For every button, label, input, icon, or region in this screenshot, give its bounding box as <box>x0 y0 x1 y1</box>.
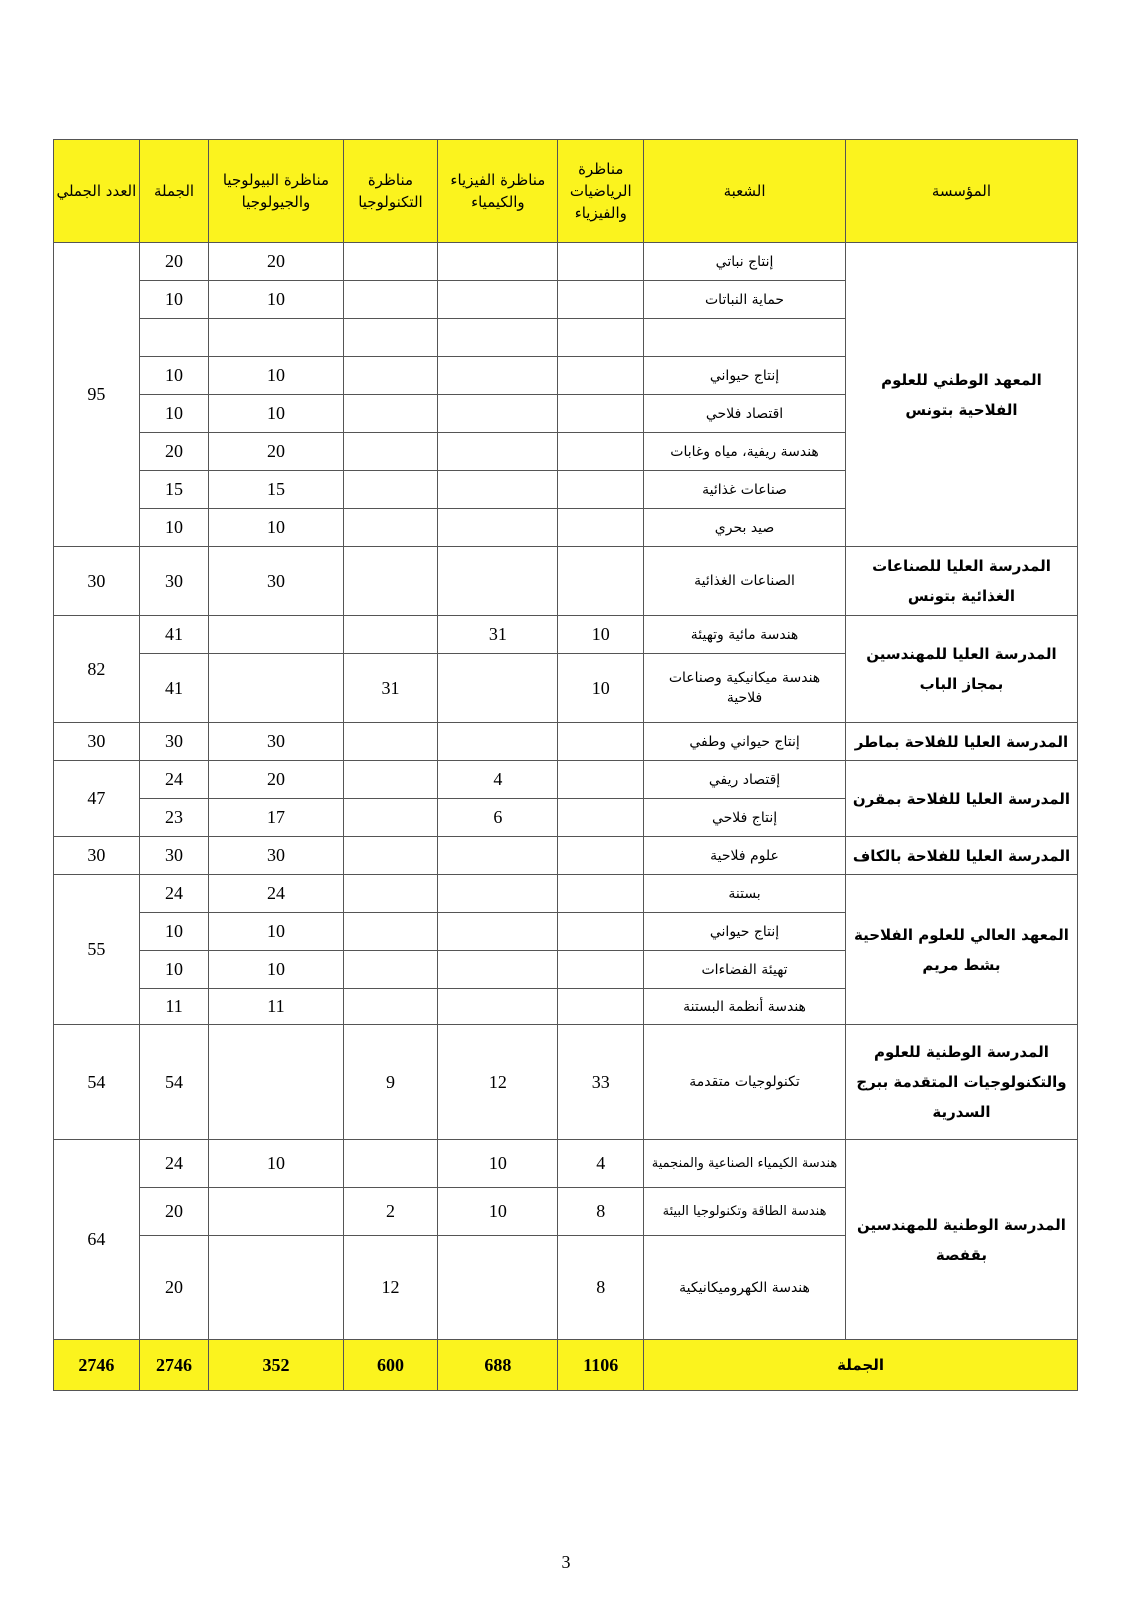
phys-cell <box>438 395 558 433</box>
specialty-cell: إنتاج نباتي <box>644 243 846 281</box>
bio-cell: 30 <box>209 547 343 616</box>
totals-bio-cell: 352 <box>209 1340 343 1391</box>
math-cell <box>558 989 644 1025</box>
bio-cell <box>209 319 343 357</box>
total-cell: 23 <box>139 799 209 837</box>
table-row <box>54 243 1078 281</box>
tech-cell <box>343 471 438 509</box>
specialty-cell: إنتاج فلاحي <box>644 799 846 837</box>
math-cell: 8 <box>558 1188 644 1236</box>
tech-cell <box>343 913 438 951</box>
total-cell: 10 <box>139 509 209 547</box>
total-cell: 10 <box>139 395 209 433</box>
specialty-cell: إنتاج حيواني <box>644 913 846 951</box>
phys-cell <box>438 319 558 357</box>
header-total: الجملة <box>139 140 209 243</box>
tech-cell <box>343 319 438 357</box>
bio-cell: 10 <box>209 509 343 547</box>
math-cell <box>558 357 644 395</box>
math-cell <box>558 281 644 319</box>
institution-cell: المدرسة العليا للفلاحة بمقرن <box>845 761 1077 837</box>
institution-cell: المدرسة العليا للفلاحة بالكاف <box>845 837 1077 875</box>
header-institution: المؤسسة <box>845 140 1077 243</box>
bio-cell <box>209 1236 343 1340</box>
header-specialty: الشعبة <box>644 140 846 243</box>
tech-cell: 12 <box>343 1236 438 1340</box>
phys-cell <box>438 951 558 989</box>
tech-cell <box>343 433 438 471</box>
math-cell <box>558 471 644 509</box>
institution-cell: المعهد الوطني للعلوم الفلاحية بتونس <box>845 243 1077 547</box>
bio-cell: 20 <box>209 761 343 799</box>
bio-cell: 30 <box>209 837 343 875</box>
total-cell: 30 <box>139 723 209 761</box>
phys-cell: 10 <box>438 1140 558 1188</box>
specialty-cell: صناعات غذائية <box>644 471 846 509</box>
bio-cell: 10 <box>209 951 343 989</box>
tech-cell <box>343 989 438 1025</box>
math-cell <box>558 951 644 989</box>
totals-tech-cell: 600 <box>343 1340 438 1391</box>
header-math-physics: مناظرة الرياضيات والفيزياء <box>558 140 644 243</box>
totals-grand-cell: 2746 <box>54 1340 140 1391</box>
totals-phys-cell: 688 <box>438 1340 558 1391</box>
tech-cell <box>343 616 438 654</box>
admissions-table <box>53 139 1078 1391</box>
bio-cell: 20 <box>209 433 343 471</box>
phys-cell: 31 <box>438 616 558 654</box>
math-cell: 8 <box>558 1236 644 1340</box>
totals-total-cell: 2746 <box>139 1340 209 1391</box>
total-cell: 20 <box>139 1236 209 1340</box>
specialty-cell: الصناعات الغذائية <box>644 547 846 616</box>
specialty-cell: هندسة مائية وتهيئة <box>644 616 846 654</box>
tech-cell: 9 <box>343 1025 438 1140</box>
header-physics-chemistry: مناظرة الفيزياء والكيمياء <box>438 140 558 243</box>
bio-cell: 17 <box>209 799 343 837</box>
bio-cell <box>209 616 343 654</box>
phys-cell <box>438 875 558 913</box>
table-row <box>54 837 1078 875</box>
total-cell: 10 <box>139 951 209 989</box>
header-technology: مناظرة التكنولوجيا <box>343 140 438 243</box>
tech-cell <box>343 951 438 989</box>
specialty-cell: إنتاج حيواني وطفي <box>644 723 846 761</box>
table-row <box>54 1025 1078 1140</box>
header-bio-geo: مناظرة البيولوجيا والجيولوجيا <box>209 140 343 243</box>
bio-cell <box>209 1025 343 1140</box>
tech-cell <box>343 837 438 875</box>
math-cell <box>558 243 644 281</box>
bio-cell: 15 <box>209 471 343 509</box>
phys-cell: 10 <box>438 1188 558 1236</box>
grand-total-cell: 95 <box>54 243 140 547</box>
specialty-cell: تكنولوجيات متقدمة <box>644 1025 846 1140</box>
phys-cell <box>438 547 558 616</box>
specialty-cell: هندسة الكيمياء الصناعية والمنجمية <box>644 1140 846 1188</box>
tech-cell: 31 <box>343 654 438 723</box>
phys-cell: 12 <box>438 1025 558 1140</box>
tech-cell <box>343 761 438 799</box>
math-cell <box>558 319 644 357</box>
bio-cell: 10 <box>209 357 343 395</box>
tech-cell <box>343 509 438 547</box>
table-row <box>54 547 1078 616</box>
bio-cell: 10 <box>209 913 343 951</box>
phys-cell <box>438 243 558 281</box>
math-cell <box>558 395 644 433</box>
tech-cell <box>343 723 438 761</box>
bio-cell: 10 <box>209 395 343 433</box>
phys-cell <box>438 913 558 951</box>
math-cell <box>558 799 644 837</box>
grand-total-cell: 54 <box>54 1025 140 1140</box>
bio-cell: 30 <box>209 723 343 761</box>
total-cell: 10 <box>139 913 209 951</box>
tech-cell <box>343 395 438 433</box>
tech-cell <box>343 357 438 395</box>
specialty-cell: اقتصاد فلاحي <box>644 395 846 433</box>
bio-cell: 20 <box>209 243 343 281</box>
math-cell <box>558 913 644 951</box>
math-cell <box>558 761 644 799</box>
phys-cell <box>438 989 558 1025</box>
total-cell: 30 <box>139 837 209 875</box>
table-row <box>54 723 1078 761</box>
math-cell <box>558 837 644 875</box>
grand-total-cell: 30 <box>54 837 140 875</box>
tech-cell: 2 <box>343 1188 438 1236</box>
total-cell: 20 <box>139 243 209 281</box>
grand-total-cell: 64 <box>54 1140 140 1340</box>
table-row <box>54 616 1078 654</box>
tech-cell <box>343 875 438 913</box>
bio-cell <box>209 1188 343 1236</box>
tech-cell <box>343 243 438 281</box>
math-cell: 10 <box>558 616 644 654</box>
math-cell: 33 <box>558 1025 644 1140</box>
specialty-cell: علوم فلاحية <box>644 837 846 875</box>
bio-cell: 11 <box>209 989 343 1025</box>
phys-cell <box>438 509 558 547</box>
total-cell: 41 <box>139 616 209 654</box>
table-row <box>54 761 1078 799</box>
table-row <box>54 875 1078 913</box>
specialty-cell: هندسة الطاقة وتكنولوجيا البيئة <box>644 1188 846 1236</box>
institution-cell: المعهد العالي للعلوم الفلاحية بشط مريم <box>845 875 1077 1025</box>
total-cell: 20 <box>139 433 209 471</box>
grand-total-cell: 30 <box>54 723 140 761</box>
total-cell: 24 <box>139 761 209 799</box>
phys-cell: 6 <box>438 799 558 837</box>
specialty-cell: حماية النباتات <box>644 281 846 319</box>
total-cell: 30 <box>139 547 209 616</box>
total-cell: 15 <box>139 471 209 509</box>
bio-cell: 24 <box>209 875 343 913</box>
specialty-cell: بستنة <box>644 875 846 913</box>
totals-row <box>54 1340 1078 1391</box>
specialty-cell: تهيئة الفضاءات <box>644 951 846 989</box>
phys-cell <box>438 433 558 471</box>
total-cell <box>139 319 209 357</box>
phys-cell <box>438 357 558 395</box>
institution-cell: المدرسة الوطنية للمهندسين بقفصة <box>845 1140 1077 1340</box>
institution-cell: المدرسة العليا للفلاحة بماطر <box>845 723 1077 761</box>
specialty-cell: هندسة الكهروميكانيكية <box>644 1236 846 1340</box>
grand-total-cell: 82 <box>54 616 140 723</box>
total-cell: 41 <box>139 654 209 723</box>
header-row <box>54 140 1078 243</box>
phys-cell <box>438 1236 558 1340</box>
total-cell: 24 <box>139 875 209 913</box>
institution-cell: المدرسة العليا للمهندسين بمجاز الباب <box>845 616 1077 723</box>
specialty-cell: صيد بحري <box>644 509 846 547</box>
header-grand-total: العدد الجملي <box>54 140 140 243</box>
phys-cell: 4 <box>438 761 558 799</box>
total-cell: 54 <box>139 1025 209 1140</box>
total-cell: 20 <box>139 1188 209 1236</box>
tech-cell <box>343 799 438 837</box>
phys-cell <box>438 837 558 875</box>
math-cell <box>558 509 644 547</box>
math-cell <box>558 433 644 471</box>
institution-cell: المدرسة الوطنية للعلوم والتكنولوجيات المتقدمة ببرج السدرية <box>845 1025 1077 1140</box>
math-cell: 10 <box>558 654 644 723</box>
tech-cell <box>343 547 438 616</box>
total-cell: 24 <box>139 1140 209 1188</box>
total-cell: 10 <box>139 281 209 319</box>
phys-cell <box>438 723 558 761</box>
total-cell: 11 <box>139 989 209 1025</box>
tech-cell <box>343 281 438 319</box>
total-cell: 10 <box>139 357 209 395</box>
specialty-cell: هندسة أنظمة البستنة <box>644 989 846 1025</box>
table-row <box>54 1140 1078 1188</box>
math-cell <box>558 547 644 616</box>
totals-math-cell: 1106 <box>558 1340 644 1391</box>
bio-cell: 10 <box>209 1140 343 1188</box>
tech-cell <box>343 1140 438 1188</box>
bio-cell: 10 <box>209 281 343 319</box>
phys-cell <box>438 281 558 319</box>
specialty-cell: هندسة ريفية، مياه وغابات <box>644 433 846 471</box>
page-number: 3 <box>561 1552 571 1572</box>
grand-total-cell: 55 <box>54 875 140 1025</box>
bio-cell <box>209 654 343 723</box>
math-cell: 4 <box>558 1140 644 1188</box>
phys-cell <box>438 471 558 509</box>
specialty-cell: إنتاج حيواني <box>644 357 846 395</box>
totals-label: الجملة <box>644 1340 1078 1391</box>
grand-total-cell: 30 <box>54 547 140 616</box>
specialty-cell <box>644 319 846 357</box>
math-cell <box>558 723 644 761</box>
grand-total-cell: 47 <box>54 761 140 837</box>
phys-cell <box>438 654 558 723</box>
institution-cell: المدرسة العليا للصناعات الغذائية بتونس <box>845 547 1077 616</box>
specialty-cell: إقتصاد ريفي <box>644 761 846 799</box>
specialty-cell: هندسة ميكانيكية وصناعات فلاحية <box>644 654 846 723</box>
math-cell <box>558 875 644 913</box>
